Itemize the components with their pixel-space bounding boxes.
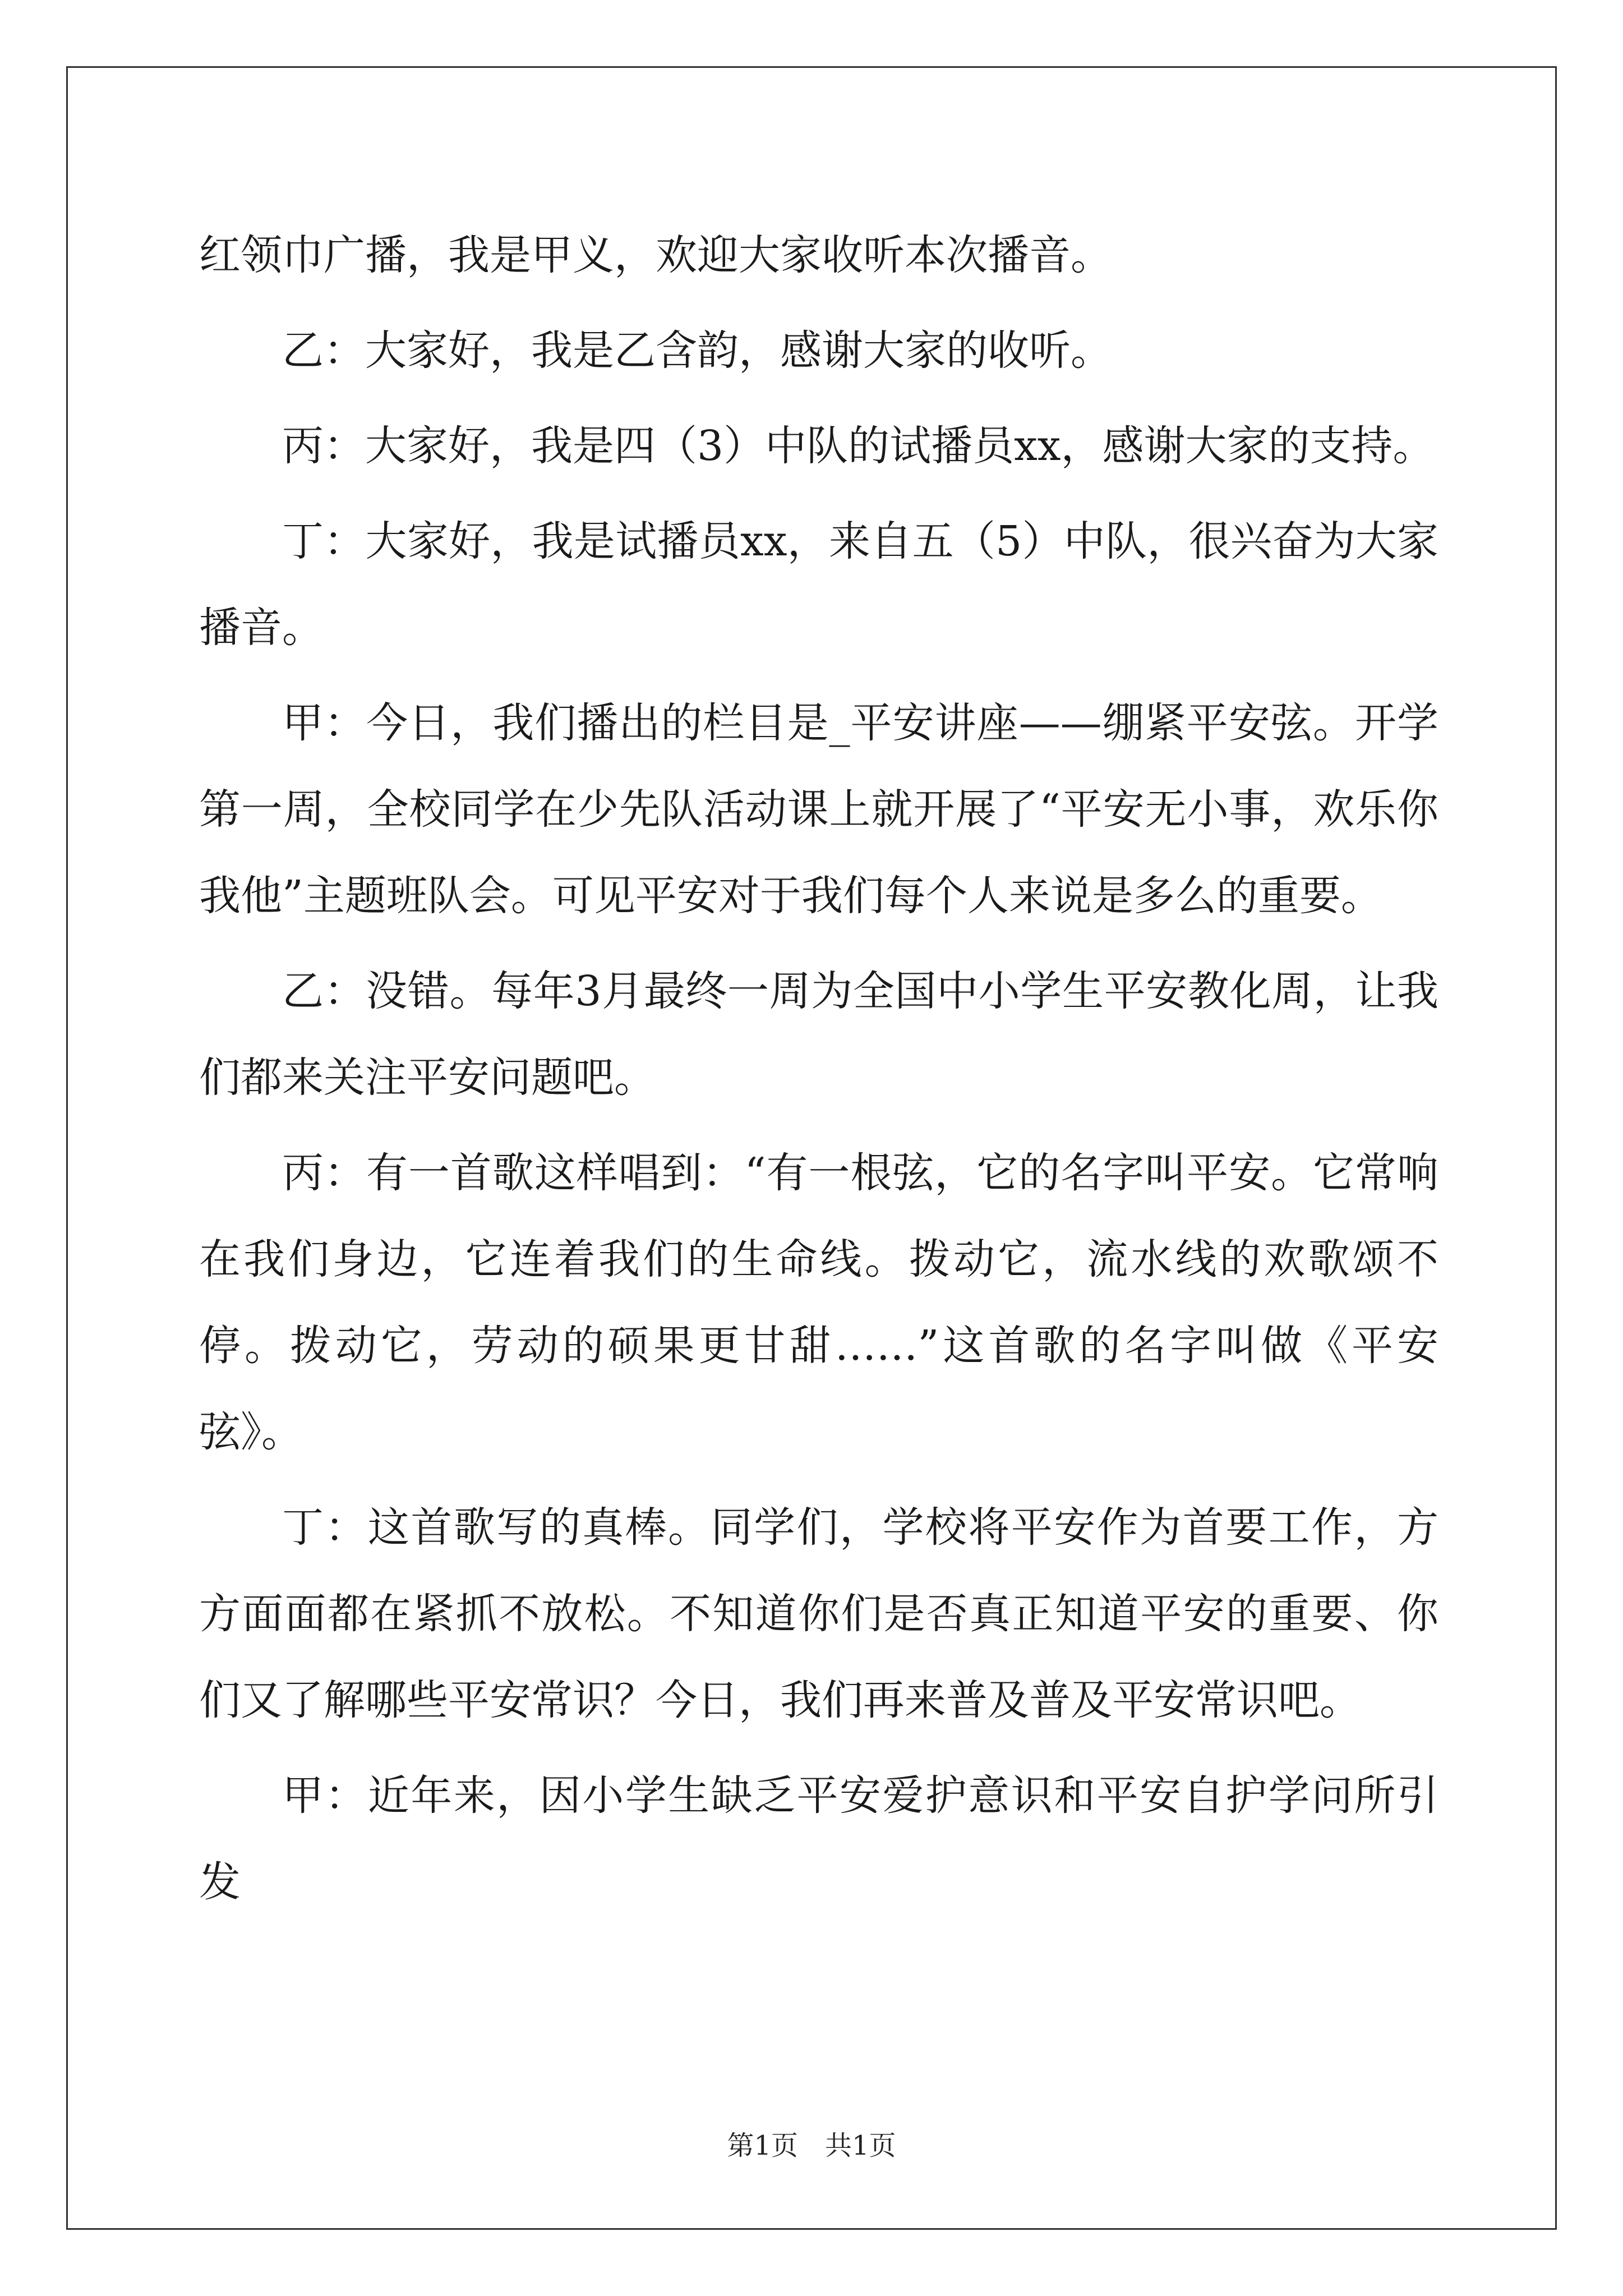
paragraph: 甲：近年来，因小学生缺乏平安爱护意识和平安自护学问所引发 — [199, 1772, 1438, 1906]
paragraph: 丁：大家好，我是试播员xx，来自五（5）中队，很兴奋为大家播音。 — [199, 517, 1438, 652]
document-body — [199, 212, 1438, 1934]
page-number-footer: 第1页 共1页 — [727, 2130, 896, 2161]
paragraph: 红领巾广播，我是甲义，欢迎大家收听本次播音。 — [199, 231, 1112, 279]
paragraph: 丙：大家好，我是四（3）中队的试播员xx，感谢大家的支持。 — [282, 422, 1435, 470]
paragraph: 乙：大家好，我是乙含韵，感谢大家的收听。 — [282, 326, 1112, 375]
paragraph: 丁：这首歌写的真棒。同学们，学校将平安作为首要工作，方方面面都在紧抓不放松。不知道你们是否真正知道平安的重要、你们又了解哪些平安常识？今日，我们再来普及普及平安常识吧。 — [199, 1503, 1438, 1724]
paragraph: 甲：今日，我们播出的栏目是_平安讲座——绷紧平安弦。开学第一周，全校同学在少先队活动课上就开展了“平安无小事，欢乐你我他”主题班队会。可见平安对于我们每个人来说是多么的重要。 — [199, 699, 1438, 920]
paragraph: 丙：有一首歌这样唱到：“有一根弦，它的名字叫平安。它常响在我们身边，它连着我们的生命线。拨动它，流水线的欢歌颂不停。拨动它，劳动的硕果更甘甜……”这首歌的名字叫做《平安弦》。 — [199, 1149, 1438, 1456]
paragraph: 乙：没错。每年3月最终一周为全国中小学生平安教化周，让我们都来关注平安问题吧。 — [199, 967, 1438, 1102]
